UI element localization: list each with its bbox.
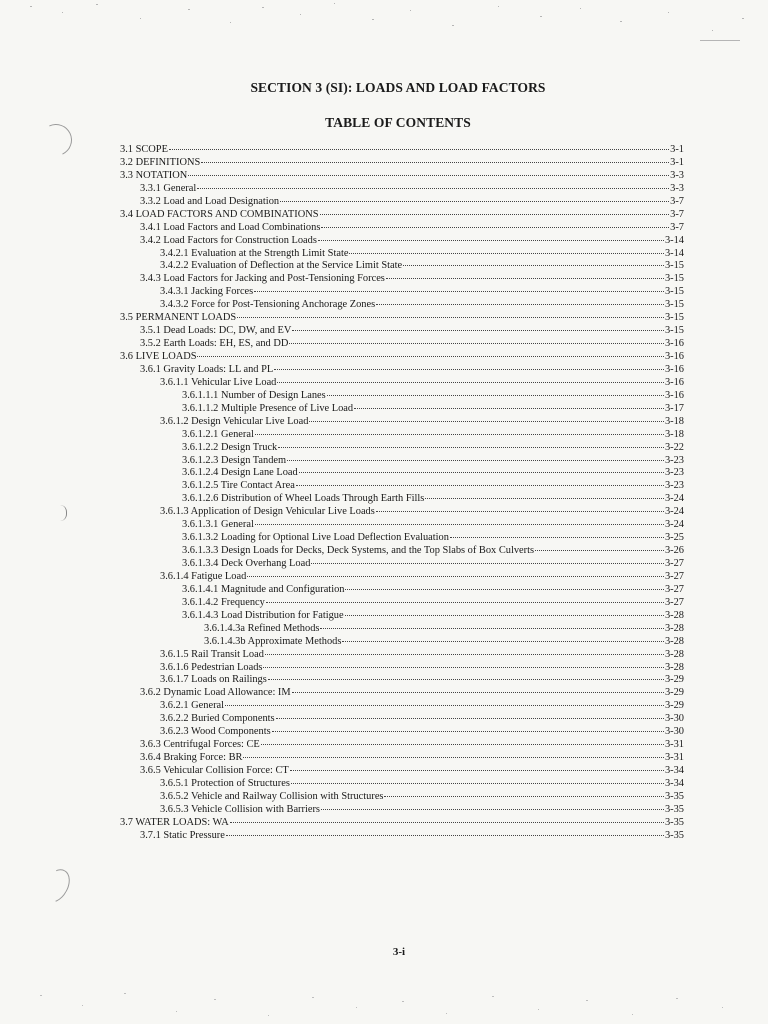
dot-leader bbox=[403, 264, 664, 266]
toc-entry-page: 3-35 bbox=[664, 790, 684, 802]
toc-entry bbox=[120, 196, 684, 209]
toc-entry-title: 3.6.5.1 Protection of Structures bbox=[160, 777, 290, 789]
toc-entry-page: 3-24 bbox=[664, 519, 684, 531]
toc-entry bbox=[120, 429, 684, 442]
toc-entry-page: 3-1 bbox=[670, 156, 684, 168]
toc-entry-title: 3.6.1.4.3b Approximate Methods bbox=[204, 635, 342, 647]
dot-leader bbox=[291, 782, 664, 784]
toc-entry bbox=[120, 739, 684, 752]
dot-leader bbox=[321, 226, 669, 228]
dot-leader bbox=[225, 704, 664, 706]
toc-entry-page: 3-15 bbox=[664, 273, 684, 285]
toc-entry-page: 3-24 bbox=[664, 506, 684, 518]
toc-entry bbox=[120, 597, 684, 610]
toc-entry bbox=[120, 286, 684, 299]
toc-entry-page: 3-15 bbox=[664, 286, 684, 298]
toc-entry-title: 3.4.3.1 Jacking Forces bbox=[160, 286, 254, 298]
toc-entry-title: 3.4 LOAD FACTORS AND COMBINATIONS bbox=[120, 208, 319, 220]
toc-entry-page: 3-15 bbox=[664, 325, 684, 337]
toc-entry-title: 3.6.1.4.1 Magnitude and Configuration bbox=[182, 583, 345, 595]
toc-entry-page: 3-27 bbox=[664, 558, 684, 569]
toc-entry bbox=[120, 377, 684, 390]
toc-entry-title: 3.5 PERMANENT LOADS bbox=[120, 312, 237, 324]
scan-noise-bottom bbox=[0, 985, 768, 1024]
dot-leader bbox=[268, 678, 664, 680]
dot-leader bbox=[263, 666, 664, 668]
toc-entry-page: 3-7 bbox=[670, 208, 684, 220]
dot-leader bbox=[318, 239, 664, 241]
toc-entry-page: 3-7 bbox=[670, 195, 684, 207]
dot-leader bbox=[201, 161, 669, 163]
toc-entry-page: 3-35 bbox=[664, 829, 684, 841]
toc-entry bbox=[120, 312, 684, 325]
toc-entry-title: 3.3.1 General bbox=[140, 182, 197, 194]
toc-entry bbox=[120, 623, 684, 636]
toc-entry bbox=[120, 584, 684, 597]
toc-entry-page: 3-14 bbox=[664, 234, 684, 246]
toc-entry bbox=[120, 467, 684, 480]
dot-leader bbox=[425, 497, 664, 499]
toc-entry bbox=[120, 674, 684, 687]
toc-entry-page: 3-34 bbox=[664, 765, 684, 776]
dot-leader bbox=[296, 484, 664, 486]
dot-leader bbox=[345, 588, 663, 590]
toc-entry-title: 3.2 DEFINITIONS bbox=[120, 156, 201, 168]
toc-entry bbox=[120, 364, 684, 377]
dot-leader bbox=[280, 200, 669, 202]
dot-leader bbox=[345, 614, 664, 616]
toc-entry-page: 3-29 bbox=[664, 674, 684, 686]
page-number: 3-i bbox=[392, 946, 406, 958]
dot-leader bbox=[321, 808, 664, 810]
toc-entry bbox=[120, 416, 684, 429]
toc-entry-title: 3.6.1.4.2 Frequency bbox=[182, 596, 265, 608]
dot-leader bbox=[197, 187, 669, 189]
toc-entry bbox=[120, 455, 684, 468]
toc-entry-page: 3-15 bbox=[664, 260, 684, 272]
toc-entry bbox=[120, 830, 684, 843]
toc-entry bbox=[120, 235, 684, 248]
toc-entry bbox=[120, 248, 684, 261]
toc-entry-title: 3.6.2 Dynamic Load Allowance: IM bbox=[140, 687, 291, 699]
toc-entry-title: 3.6.1.3 Application of Design Vehicular Live Loads bbox=[160, 506, 375, 518]
hole-punch-mark bbox=[37, 864, 76, 907]
toc-entry-title: 3.6.2.3 Wood Components bbox=[160, 726, 271, 738]
toc-entry bbox=[120, 403, 684, 416]
toc-entry-title: 3.7.1 Static Pressure bbox=[140, 829, 225, 841]
toc-entry-title: 3.6.1.3.3 Design Loads for Decks, Deck Systems, and the Top Slabs of Box Culverts bbox=[182, 545, 535, 557]
dot-leader bbox=[384, 795, 663, 797]
dot-leader bbox=[277, 381, 664, 383]
toc-entry-title: 3.6.1.4.3 Load Distribution for Fatigue bbox=[182, 609, 344, 621]
toc-entry-title: 3.6.1.1.1 Number of Design Lanes bbox=[182, 389, 326, 401]
toc-entry-page: 3-29 bbox=[664, 687, 684, 699]
dot-leader bbox=[265, 653, 664, 655]
toc-entry-page: 3-34 bbox=[664, 777, 684, 789]
toc-entry-title: 3.6.2.1 General bbox=[160, 700, 225, 712]
toc-entry bbox=[120, 791, 684, 804]
toc-entry-title: 3.4.3.2 Force for Post-Tensioning Anchorage Zones bbox=[160, 299, 376, 311]
toc-entry bbox=[120, 765, 684, 778]
toc-entry-title: 3.6.1.1 Vehicular Live Load bbox=[160, 376, 277, 388]
toc-entry-page: 3-16 bbox=[664, 389, 684, 401]
toc-entry bbox=[120, 713, 684, 726]
toc-entry-title: 3.6.1.4.3a Refined Methods bbox=[204, 622, 320, 634]
toc-entry bbox=[120, 157, 684, 170]
toc-entry-page: 3-35 bbox=[664, 816, 684, 828]
dot-leader bbox=[309, 420, 664, 422]
dot-leader bbox=[237, 316, 664, 318]
toc-entry-title: 3.5.1 Dead Loads: DC, DW, and EV bbox=[140, 325, 292, 337]
toc-entry-title: 3.6.2.2 Buried Components bbox=[160, 713, 275, 725]
toc-entry-title: 3.3 NOTATION bbox=[120, 169, 188, 181]
dot-leader bbox=[290, 769, 664, 771]
toc-entry-page: 3-18 bbox=[664, 415, 684, 427]
dot-leader bbox=[376, 303, 664, 305]
dot-leader bbox=[226, 834, 664, 836]
toc-entry-title: 3.6.1.2.4 Design Lane Load bbox=[182, 467, 298, 479]
toc-entry-page: 3-31 bbox=[664, 752, 684, 764]
toc-entry bbox=[120, 209, 684, 222]
toc-entry-title: 3.1 SCOPE bbox=[120, 144, 168, 155]
toc-entry bbox=[120, 390, 684, 403]
toc-entry bbox=[120, 636, 684, 649]
toc-title: TABLE OF CONTENTS bbox=[325, 115, 471, 130]
dot-leader bbox=[188, 174, 669, 176]
toc-entry-page: 3-28 bbox=[664, 661, 684, 673]
toc-entry-page: 3-18 bbox=[664, 428, 684, 440]
dot-leader bbox=[230, 821, 664, 823]
toc-entry bbox=[120, 325, 684, 338]
toc-entry bbox=[120, 687, 684, 700]
toc-entry-page: 3-28 bbox=[664, 648, 684, 660]
dot-leader bbox=[276, 717, 664, 719]
toc-entry-page: 3-31 bbox=[664, 739, 684, 751]
dot-leader bbox=[247, 575, 664, 577]
toc-entry bbox=[120, 649, 684, 662]
toc-entry-title: 3.4.2 Load Factors for Construction Loads bbox=[140, 234, 317, 246]
toc-entry-title: 3.6.1.3.1 General bbox=[182, 519, 254, 531]
toc-entry-title: 3.6.1.3.4 Deck Overhang Load bbox=[182, 558, 311, 569]
toc-entry-title: 3.3.2 Load and Load Designation bbox=[140, 195, 280, 207]
toc-entry-page: 3-27 bbox=[664, 583, 684, 595]
toc-entry bbox=[120, 545, 684, 558]
scan-noise-top bbox=[0, 0, 768, 60]
toc-entry-page: 3-28 bbox=[664, 609, 684, 621]
dot-leader bbox=[535, 549, 664, 551]
toc-entry bbox=[120, 480, 684, 493]
dot-leader bbox=[255, 433, 664, 435]
toc-entry-title: 3.6.1.2.5 Tire Contact Area bbox=[182, 480, 295, 492]
dot-leader bbox=[320, 627, 664, 629]
dot-leader bbox=[266, 601, 664, 603]
toc-entry-title: 3.6.1.6 Pedestrian Loads bbox=[160, 661, 263, 673]
toc-entry-page: 3-23 bbox=[664, 454, 684, 466]
toc-entry-page: 3-7 bbox=[670, 221, 684, 233]
dot-leader bbox=[450, 536, 664, 538]
toc-entry bbox=[120, 558, 684, 571]
toc-entry bbox=[120, 726, 684, 739]
table-of-contents bbox=[120, 144, 684, 843]
dot-leader bbox=[311, 562, 664, 564]
toc-entry-page: 3-26 bbox=[664, 545, 684, 557]
toc-entry-title: 3.6.1.5 Rail Transit Load bbox=[160, 648, 264, 660]
toc-entry-title: 3.4.3 Load Factors for Jacking and Post-Tensioning Forces bbox=[140, 273, 385, 285]
dot-leader bbox=[320, 213, 670, 215]
toc-entry-title: 3.6.1.2.6 Distribution of Wheel Loads Through Earth Fills bbox=[182, 493, 425, 505]
toc-entry bbox=[120, 752, 684, 765]
toc-entry-page: 3-28 bbox=[664, 635, 684, 647]
toc-entry-page: 3-29 bbox=[664, 700, 684, 712]
toc-entry-page: 3-14 bbox=[664, 247, 684, 259]
margin-mark bbox=[60, 505, 67, 521]
toc-entry-title: 3.6.4 Braking Force: BR bbox=[140, 752, 243, 764]
dot-leader bbox=[376, 510, 664, 512]
toc-entry bbox=[120, 817, 684, 830]
toc-entry bbox=[120, 519, 684, 532]
toc-entry-page: 3-28 bbox=[664, 622, 684, 634]
toc-entry bbox=[120, 144, 684, 157]
dot-leader bbox=[261, 743, 664, 745]
toc-entry-title: 3.6.1.7 Loads on Railings bbox=[160, 674, 267, 686]
dot-leader bbox=[278, 446, 664, 448]
toc-entry-title: 3.6.3 Centrifugal Forces: CE bbox=[140, 739, 260, 751]
toc-entry-page: 3-27 bbox=[664, 596, 684, 608]
toc-entry bbox=[120, 571, 684, 584]
dot-leader bbox=[287, 459, 664, 461]
toc-entry bbox=[120, 610, 684, 623]
toc-entry bbox=[120, 778, 684, 791]
toc-entry-page: 3-35 bbox=[664, 803, 684, 815]
toc-entry-title: 3.6.5 Vehicular Collision Force: CT bbox=[140, 765, 289, 776]
dot-leader bbox=[255, 523, 664, 525]
toc-entry-page: 3-16 bbox=[664, 363, 684, 375]
toc-entry bbox=[120, 338, 684, 351]
dot-leader bbox=[386, 277, 664, 279]
toc-entry-page: 3-23 bbox=[664, 480, 684, 492]
dot-leader bbox=[299, 471, 664, 473]
toc-entry-page: 3-15 bbox=[664, 312, 684, 324]
toc-entry bbox=[120, 351, 684, 364]
dot-leader bbox=[292, 691, 664, 693]
toc-entry-title: 3.6.1.2.3 Design Tandem bbox=[182, 454, 287, 466]
dot-leader bbox=[292, 329, 664, 331]
dot-leader bbox=[274, 368, 664, 370]
toc-entry-title: 3.6.1.2.1 General bbox=[182, 428, 254, 440]
toc-entry bbox=[120, 222, 684, 235]
toc-entry-title: 3.7 WATER LOADS: WA bbox=[120, 816, 229, 828]
toc-entry-title: 3.6.1.4 Fatigue Load bbox=[160, 570, 247, 582]
dot-leader bbox=[272, 730, 664, 732]
toc-entry bbox=[120, 493, 684, 506]
dot-leader bbox=[197, 355, 663, 357]
toc-entry bbox=[120, 170, 684, 183]
toc-entry-page: 3-25 bbox=[664, 532, 684, 544]
toc-entry-title: 3.6.5.3 Vehicle Collision with Barriers bbox=[160, 803, 320, 815]
dot-leader bbox=[243, 756, 663, 758]
dot-leader bbox=[327, 394, 664, 396]
toc-entry-page: 3-1 bbox=[670, 144, 684, 155]
toc-entry-title: 3.6.1.2.2 Design Truck bbox=[182, 441, 278, 453]
dot-leader bbox=[342, 640, 664, 642]
toc-entry-page: 3-3 bbox=[670, 169, 684, 181]
toc-entry-title: 3.4.2.1 Evaluation at the Strength Limit State bbox=[160, 247, 349, 259]
toc-entry-page: 3-16 bbox=[664, 338, 684, 350]
toc-entry-title: 3.4.1 Load Factors and Load Combinations bbox=[140, 221, 321, 233]
toc-entry-title: 3.6.1 Gravity Loads: LL and PL bbox=[140, 363, 274, 375]
toc-entry-title: 3.6.5.2 Vehicle and Railway Collision with Structures bbox=[160, 790, 384, 802]
toc-entry-page: 3-22 bbox=[664, 441, 684, 453]
toc-entry-title: 3.4.2.2 Evaluation of Deflection at the Service Limit State bbox=[160, 260, 403, 272]
toc-entry bbox=[120, 260, 684, 273]
toc-entry bbox=[120, 700, 684, 713]
toc-entry-page: 3-17 bbox=[664, 402, 684, 414]
toc-entry-page: 3-16 bbox=[664, 351, 684, 362]
toc-entry bbox=[120, 183, 684, 196]
toc-entry bbox=[120, 273, 684, 286]
toc-entry-page: 3-15 bbox=[664, 299, 684, 311]
toc-entry-title: 3.6.1.1.2 Multiple Presence of Live Load bbox=[182, 402, 354, 414]
toc-entry bbox=[120, 442, 684, 455]
toc-entry-page: 3-23 bbox=[664, 467, 684, 479]
toc-entry bbox=[120, 506, 684, 519]
toc-entry-title: 3.6.1.2 Design Vehicular Live Load bbox=[160, 415, 309, 427]
toc-entry-page: 3-24 bbox=[664, 493, 684, 505]
toc-entry bbox=[120, 804, 684, 817]
toc-entry bbox=[120, 662, 684, 675]
toc-entry bbox=[120, 532, 684, 545]
dot-leader bbox=[254, 290, 664, 292]
toc-entry-page: 3-16 bbox=[664, 376, 684, 388]
toc-entry-page: 3-3 bbox=[670, 182, 684, 194]
toc-entry-page: 3-27 bbox=[664, 570, 684, 582]
toc-entry-title: 3.6.1.3.2 Loading for Optional Live Load Deflection Evaluation bbox=[182, 532, 449, 544]
toc-entry-title: 3.5.2 Earth Loads: EH, ES, and DD bbox=[140, 338, 289, 350]
dot-leader bbox=[349, 252, 664, 254]
toc-entry-page: 3-30 bbox=[664, 713, 684, 725]
toc-entry-page: 3-30 bbox=[664, 726, 684, 738]
section-title: SECTION 3 (SI): LOADS AND LOAD FACTORS bbox=[250, 80, 546, 95]
toc-entry bbox=[120, 299, 684, 312]
dot-leader bbox=[354, 407, 664, 409]
dot-leader bbox=[289, 342, 664, 344]
toc-entry-title: 3.6 LIVE LOADS bbox=[120, 351, 197, 362]
dot-leader bbox=[169, 148, 669, 150]
